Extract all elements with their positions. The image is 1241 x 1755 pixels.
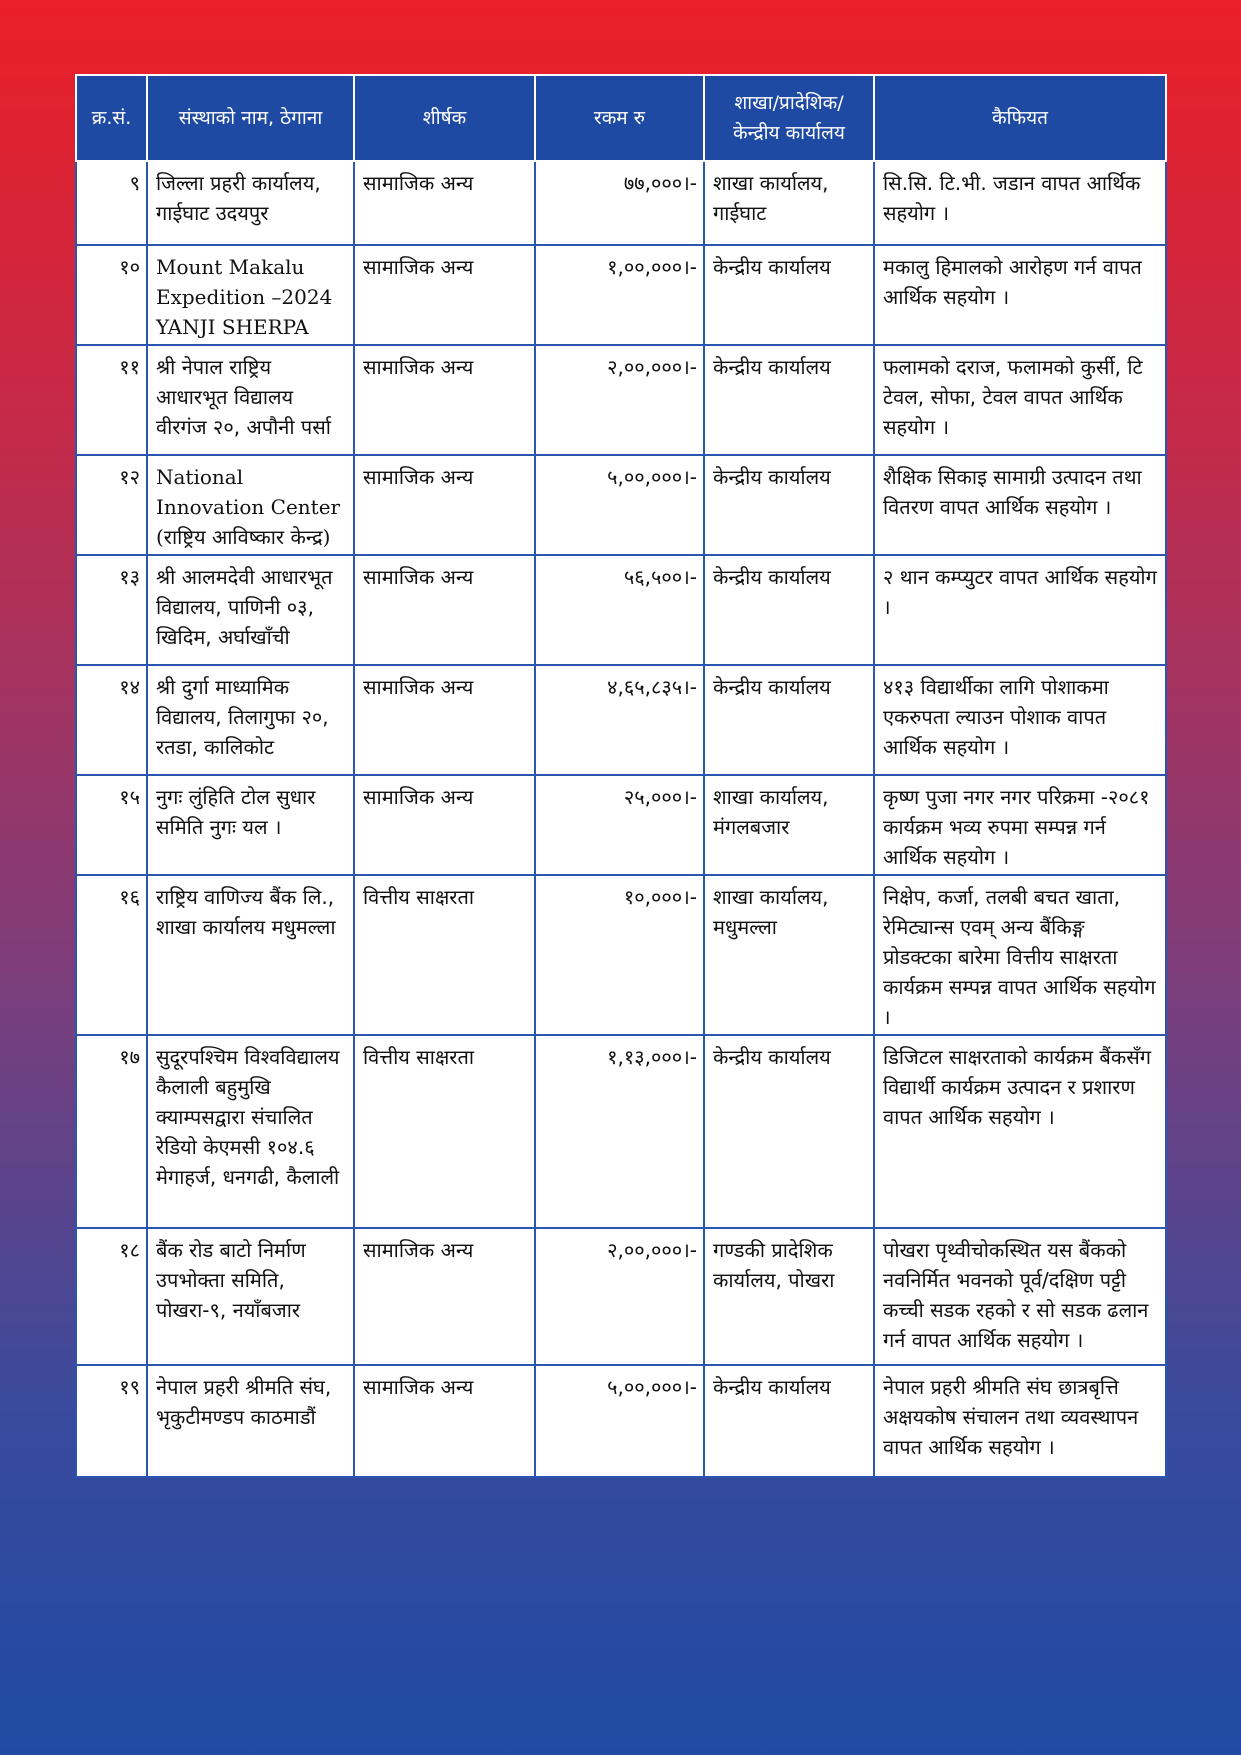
cell-amount: ७७,०००।- bbox=[535, 161, 704, 245]
cell-amount: ५,००,०००।- bbox=[535, 1365, 704, 1477]
cell-amount: २,००,०००।- bbox=[535, 345, 704, 455]
cell-organization: बैंक रोड बाटो निर्माण उपभोक्ता समिति, पोखरा-९, नयाँबजार bbox=[147, 1228, 354, 1365]
cell-organization: नेपाल प्रहरी श्रीमति संघ, भृकुटीमण्डप काठमाडौं bbox=[147, 1365, 354, 1477]
cell-title: सामाजिक अन्य bbox=[354, 161, 535, 245]
cell-amount: ५,००,०००।- bbox=[535, 455, 704, 555]
cell-amount: १,००,०००।- bbox=[535, 245, 704, 345]
table-row bbox=[76, 555, 1166, 665]
table-row bbox=[76, 245, 1166, 345]
cell-office: केन्द्रीय कार्यालय bbox=[704, 245, 874, 345]
table-row bbox=[76, 1365, 1166, 1477]
cell-office: गण्डकी प्रादेशिक कार्यालय, पोखरा bbox=[704, 1228, 874, 1365]
cell-office: केन्द्रीय कार्यालय bbox=[704, 1365, 874, 1477]
cell-serial: ११ bbox=[76, 345, 147, 455]
cell-organization: Mount Makalu Expedition –2024 YANJI SHERPA bbox=[147, 245, 354, 345]
cell-amount: १,१३,०००।- bbox=[535, 1035, 704, 1228]
cell-remarks: सि.सि. टि.भी. जडान वापत आर्थिक सहयोग । bbox=[874, 161, 1166, 245]
cell-serial: १९ bbox=[76, 1365, 147, 1477]
header-remarks: कैफियत bbox=[874, 75, 1166, 161]
cell-organization: सुदूरपश्चिम विश्वविद्यालय कैलाली बहुमुखि क्याम्पसद्वारा संचालित रेडियो केएमसी १०४.६ मेगाहर्ज, धनगढी, कैलाली bbox=[147, 1035, 354, 1228]
cell-serial: १५ bbox=[76, 775, 147, 875]
cell-serial: १६ bbox=[76, 875, 147, 1035]
donation-table-frame bbox=[75, 74, 1165, 1478]
cell-title: सामाजिक अन्य bbox=[354, 1228, 535, 1365]
cell-title: वित्तीय साक्षरता bbox=[354, 875, 535, 1035]
table-row bbox=[76, 455, 1166, 555]
cell-remarks: २ थान कम्प्युटर वापत आर्थिक सहयोग । bbox=[874, 555, 1166, 665]
cell-title: वित्तीय साक्षरता bbox=[354, 1035, 535, 1228]
cell-organization: राष्ट्रिय वाणिज्य बैंक लि., शाखा कार्यालय मधुमल्ला bbox=[147, 875, 354, 1035]
cell-serial: १३ bbox=[76, 555, 147, 665]
cell-serial: १४ bbox=[76, 665, 147, 775]
cell-office: शाखा कार्यालय, गाईघाट bbox=[704, 161, 874, 245]
cell-remarks: नेपाल प्रहरी श्रीमति संघ छात्रबृत्ति अक्षयकोष संचालन तथा व्यवस्थापन वापत आर्थिक सहयोग । bbox=[874, 1365, 1166, 1477]
cell-title: सामाजिक अन्य bbox=[354, 345, 535, 455]
cell-office: केन्द्रीय कार्यालय bbox=[704, 555, 874, 665]
cell-office: केन्द्रीय कार्यालय bbox=[704, 665, 874, 775]
header-organization: संस्थाको नाम, ठेगाना bbox=[147, 75, 354, 161]
cell-office: शाखा कार्यालय, मधुमल्ला bbox=[704, 875, 874, 1035]
table-row bbox=[76, 775, 1166, 875]
header-amount: रकम रु bbox=[535, 75, 704, 161]
cell-serial: १२ bbox=[76, 455, 147, 555]
cell-remarks: मकालु हिमालको आरोहण गर्न वापत आर्थिक सहयोग । bbox=[874, 245, 1166, 345]
cell-title: सामाजिक अन्य bbox=[354, 555, 535, 665]
cell-serial: १० bbox=[76, 245, 147, 345]
cell-remarks: पोखरा पृथ्वीचोकस्थित यस बैंकको नवनिर्मित भवनको पूर्व/दक्षिण पट्टी कच्ची सडक रहको र सो सडक ढलान गर्न वापत आर्थिक सहयोग । bbox=[874, 1228, 1166, 1365]
cell-office: केन्द्रीय कार्यालय bbox=[704, 455, 874, 555]
cell-office: केन्द्रीय कार्यालय bbox=[704, 345, 874, 455]
cell-amount: २,००,०००।- bbox=[535, 1228, 704, 1365]
table-row bbox=[76, 1035, 1166, 1228]
cell-remarks: डिजिटल साक्षरताको कार्यक्रम बैंकसँग विद्यार्थी कार्यक्रम उत्पादन र प्रशारण वापत आर्थिक सहयोग । bbox=[874, 1035, 1166, 1228]
header-serial: क्र.सं. bbox=[76, 75, 147, 161]
table-header bbox=[76, 75, 1166, 161]
cell-remarks: शैक्षिक सिकाइ सामाग्री उत्पादन तथा वितरण वापत आर्थिक सहयोग । bbox=[874, 455, 1166, 555]
cell-serial: ९ bbox=[76, 161, 147, 245]
cell-organization: जिल्ला प्रहरी कार्यालय, गाईघाट उदयपुर bbox=[147, 161, 354, 245]
cell-organization: National Innovation Center (राष्ट्रिय आविष्कार केन्द्र) bbox=[147, 455, 354, 555]
table-row bbox=[76, 161, 1166, 245]
header-office: शाखा/प्रादेशिक/ केन्द्रीय कार्यालय bbox=[704, 75, 874, 161]
cell-title: सामाजिक अन्य bbox=[354, 665, 535, 775]
cell-remarks: कृष्ण पुजा नगर नगर परिक्रमा -२०८१ कार्यक्रम भव्य रुपमा सम्पन्न गर्न आर्थिक सहयोग । bbox=[874, 775, 1166, 875]
cell-serial: १७ bbox=[76, 1035, 147, 1228]
table-body bbox=[76, 161, 1166, 1477]
cell-title: सामाजिक अन्य bbox=[354, 775, 535, 875]
cell-title: सामाजिक अन्य bbox=[354, 1365, 535, 1477]
table-row bbox=[76, 345, 1166, 455]
cell-organization: श्री नेपाल राष्ट्रिय आधारभूत विद्यालय वीरगंज २०, अपौनी पर्सा bbox=[147, 345, 354, 455]
table-row bbox=[76, 875, 1166, 1035]
cell-amount: ४,६५,८३५।- bbox=[535, 665, 704, 775]
cell-office: शाखा कार्यालय, मंगलबजार bbox=[704, 775, 874, 875]
cell-serial: १८ bbox=[76, 1228, 147, 1365]
cell-amount: १०,०००।- bbox=[535, 875, 704, 1035]
cell-remarks: निक्षेप, कर्जा, तलबी बचत खाता, रेमिट्यान्स एवम् अन्य बैंकिङ्ग प्रोडक्टका बारेमा वित्तीय साक्षरता कार्यक्रम सम्पन्न वापत आर्थिक सहयोग । bbox=[874, 875, 1166, 1035]
cell-amount: २५,०००।- bbox=[535, 775, 704, 875]
cell-remarks: ४१३ विद्यार्थीका लागि पोशाकमा एकरुपता ल्याउन पोशाक वापत आर्थिक सहयोग । bbox=[874, 665, 1166, 775]
table-row bbox=[76, 665, 1166, 775]
donation-table bbox=[75, 74, 1167, 1478]
cell-title: सामाजिक अन्य bbox=[354, 245, 535, 345]
cell-organization: श्री दुर्गा माध्यामिक विद्यालय, तिलागुफा २०, रतडा, कालिकोट bbox=[147, 665, 354, 775]
cell-office: केन्द्रीय कार्यालय bbox=[704, 1035, 874, 1228]
cell-amount: ५६,५००।- bbox=[535, 555, 704, 665]
cell-title: सामाजिक अन्य bbox=[354, 455, 535, 555]
cell-remarks: फलामको दराज, फलामको कुर्सी, टि टेवल, सोफा, टेवल वापत आर्थिक सहयोग । bbox=[874, 345, 1166, 455]
table-row bbox=[76, 1228, 1166, 1365]
cell-organization: श्री आलमदेवी आधारभूत विद्यालय, पाणिनी ०३, खिदिम, अर्घाखाँची bbox=[147, 555, 354, 665]
cell-organization: नुगः लुंहिति टोल सुधार समिति नुगः यल । bbox=[147, 775, 354, 875]
header-title: शीर्षक bbox=[354, 75, 535, 161]
